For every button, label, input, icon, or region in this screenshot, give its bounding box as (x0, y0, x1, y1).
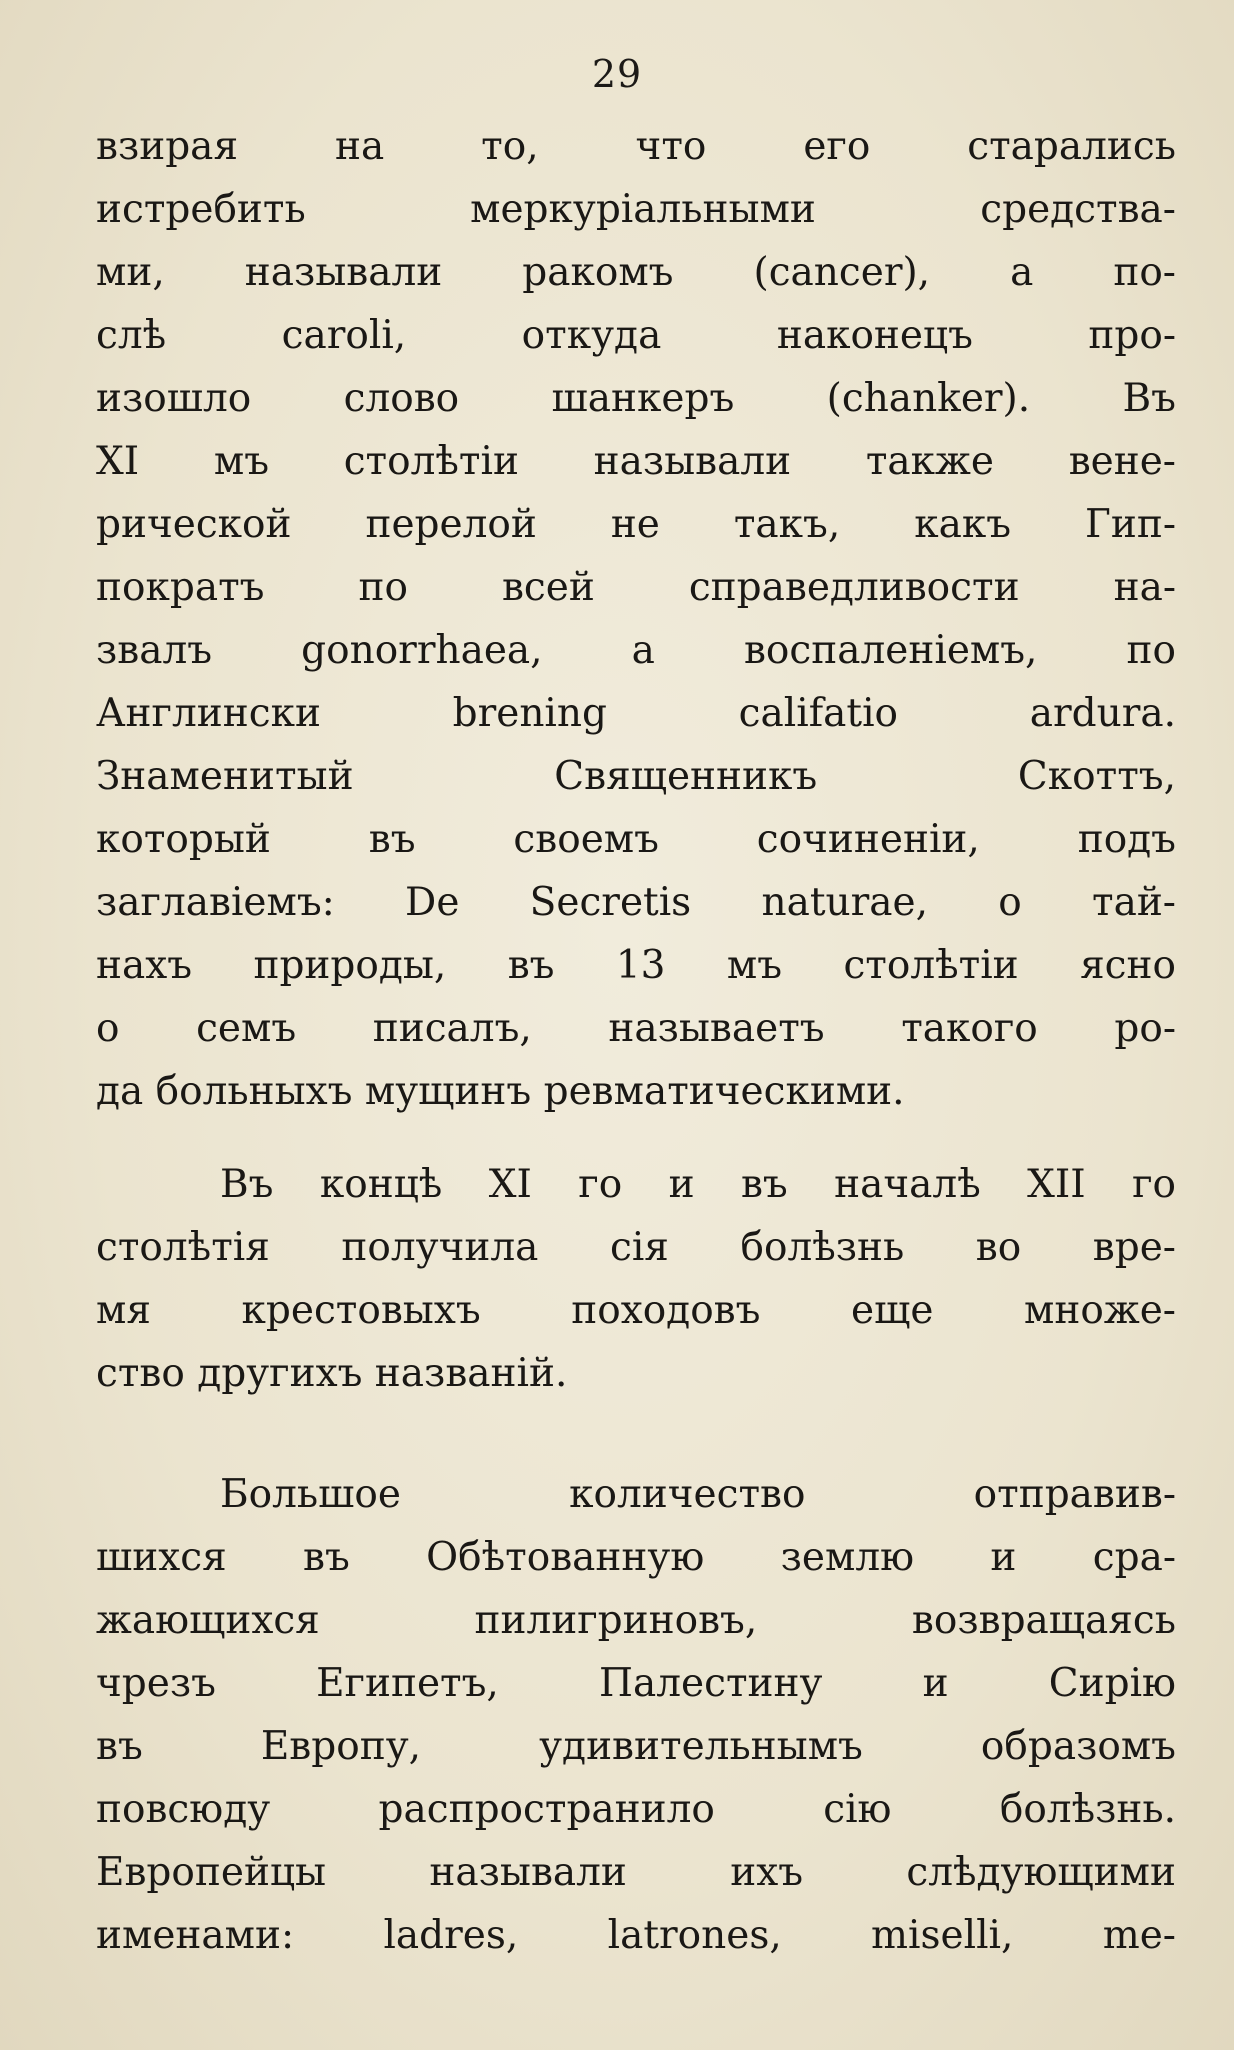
text-line: въ Европу, удивительнымъ образомъ (96, 1724, 1176, 1769)
text-line: заглавіемъ: De Secretis naturae, о тай- (96, 880, 1176, 925)
text-line: чрезъ Египетъ, Палестину и Сирію (96, 1661, 1176, 1706)
text-line: который въ своемъ сочиненіи, подъ (96, 817, 1176, 862)
text-line: рической перелой не такъ, какъ Гип- (96, 502, 1176, 547)
text-line: да больныхъ мущинъ ревматическими. (96, 1069, 905, 1114)
text-line: повсюду распространило сію болѣзнь. (96, 1787, 1176, 1832)
text-line: ство другихъ названій. (96, 1351, 568, 1396)
paragraph-2 (96, 1153, 1176, 1405)
paragraph-1 (96, 115, 1176, 1123)
paragraph-3 (96, 1463, 1176, 1967)
text-line: слѣ caroli, откуда наконецъ про- (96, 313, 1176, 358)
text-line: именами: ladres, latrones, miselli, me- (96, 1913, 1176, 1958)
text-line: Въ концѣ XI го и въ началѣ XII го (220, 1162, 1176, 1207)
text-line: изошло слово шанкеръ (chanker). Въ (96, 376, 1176, 421)
text-line: Знаменитый Священникъ Скоттъ, (96, 754, 1176, 799)
text-line: столѣтія получила сія болѣзнь во вре- (96, 1225, 1176, 1270)
text-line: Англински brening califatio ardura. (96, 691, 1176, 736)
text-line: взирая на то, что его старались (96, 124, 1176, 169)
text-line: мя крестовыхъ походовъ еще множе- (96, 1288, 1176, 1333)
text-line: ми, называли ракомъ (cancer), а по- (96, 250, 1176, 295)
text-line: пократъ по всей справедливости на- (96, 565, 1176, 610)
text-line: XI мъ столѣтіи называли также вене- (96, 439, 1176, 484)
text-line: шихся въ Обѣтованную землю и сра- (96, 1535, 1176, 1580)
text-line: жающихся пилигриновъ, возвращаясь (96, 1598, 1176, 1643)
text-line: нахъ природы, въ 13 мъ столѣтіи ясно (96, 943, 1176, 988)
text-line: Большое количество отправив- (220, 1472, 1176, 1517)
page-number: 29 (591, 52, 643, 96)
text-line: звалъ gonorrhaea, а воспаленіемъ, по (96, 628, 1176, 673)
text-line: о семъ писалъ, называетъ такого ро- (96, 1006, 1176, 1051)
text-line: истребить меркуріальными средства- (96, 187, 1176, 232)
text-line: Европейцы называли ихъ слѣдующими (96, 1850, 1176, 1895)
